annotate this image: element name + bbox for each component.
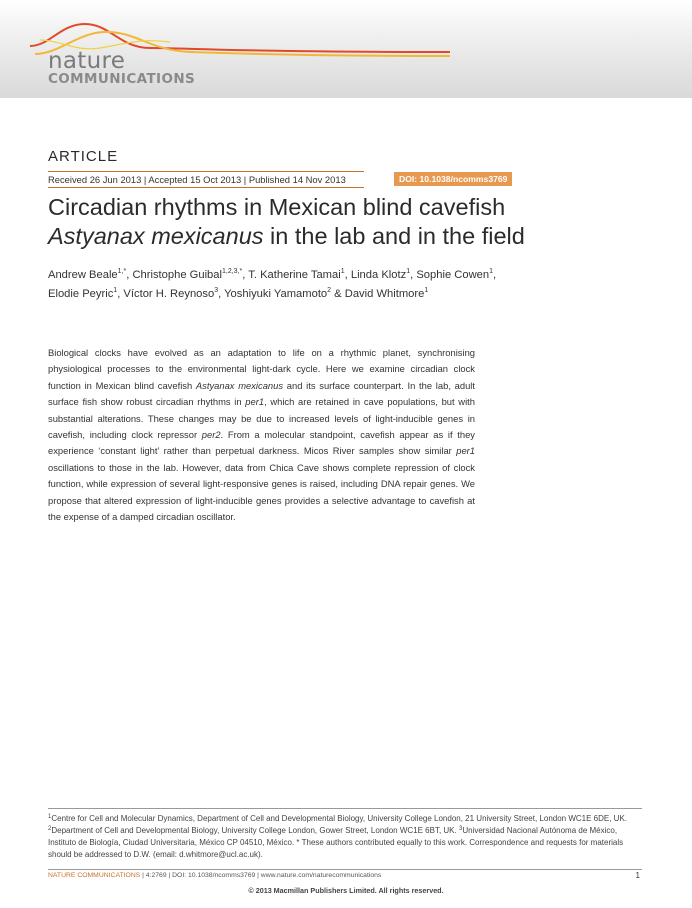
affiliation-3-correspondence: Universidad Nacional Autónoma de México, Instituto de Biología, Ciudad Universitaria, México CP 04510, México. * These authors contributed equally to this work. Correspondence and requests for materials should be addressed to D.W. (email: d.whitmore@ucl.ac.uk). [48,826,624,859]
author-affiliation-marker: 2 [327,286,332,294]
author-name: David Whitmore [344,287,425,300]
author-affiliation-marker: 1,2,3,* [222,268,243,275]
author-affiliation-marker: 1 [489,268,494,275]
author-separator: , [117,287,124,300]
author-affiliation-marker: 1 [424,286,429,294]
footer-citation [48,872,381,879]
abstract [48,345,475,525]
abstract-text: oscillations to those in the lab. However, data from Chica Cave shows complete repression of clock function, while expression of several light-responsive genes is raised, including DNA repair genes. We propose that altered expression of light-inducible genes provides a selective advantage to cavefish at the expense of a damped circadian oscillator. [48,461,475,523]
abstract-text: Biological clocks have evolved as an adaptation to life on a rhythmic planet, synchronising physiological processes to the environmental light-dark cycle. Here we examine circadian clock function in Mexican blind cavefish [48,347,475,391]
author-affiliation-marker: 3 [214,286,219,294]
copyright-notice: © 2013 Macmillan Publishers Limited. All rights reserved. [248,886,444,895]
affil-sup-2: 2 [48,826,52,832]
abstract-italic-term: per1 [456,445,475,457]
publication-dates: Received 26 Jun 2013 | Accepted 15 Oct 2013 | Published 14 Nov 2013 [48,174,346,185]
author-name: Linda Klotz [350,269,407,281]
author-name: Christophe Guibal [132,269,222,281]
author-name: Elodie Peyric [48,287,114,300]
dates-top-rule [48,171,364,172]
footer-rule [48,869,642,870]
author-name: Sophie Cowen [416,269,490,281]
author-separator: , [218,287,225,300]
author-list [48,266,648,303]
author-name: Yoshiyuki Yamamoto [224,287,328,300]
author-separator: , [410,269,417,281]
author-name: T. Katherine Tamai [248,269,341,281]
logo-word-nature: nature [48,48,126,74]
abstract-text: and its surface counterpart. In the lab, adult surface fish show robust circadian rhythms in [48,379,475,408]
affiliation-2: Department of Cell and Developmental Biology, University College London, Gower Street, London WC1E 6BT, UK. [51,826,459,835]
author-affiliation-marker: 1 [406,268,411,275]
author-line-2 [48,285,648,304]
title-line-2-rest: in the lab and in the field [263,223,525,249]
author-separator: & [331,287,345,300]
nature-communications-logo[interactable] [30,18,450,90]
abstract-text: . From a molecular standpoint, cavefish appear as if they experience ‘constant light’ rather than perpetual darkness. Micos River samples show similar [48,429,475,457]
affiliation-1: Centre for Cell and Molecular Dynamics, Department of Cell and Developmental Biology, University College London, 21 University Street, London WC1E 6DE, UK. [51,814,628,823]
page-number: 1 [635,871,640,880]
affil-sup-1: 1 [48,814,52,820]
abstract-italic-term: Astyanax mexicanus [195,379,284,391]
title-line-2 [48,222,648,251]
abstract-italic-term: per1 [245,396,265,408]
author-affiliation-marker: 1,* [117,268,127,275]
affil-sup-3: 3 [458,826,463,832]
author-name: Andrew Beale [48,269,118,281]
footer-citation-text[interactable]: | 4:2769 | DOI: 10.1038/ncomms3769 | www.nature.com/naturecommunications [140,872,382,879]
author-separator: , [242,269,249,281]
author-affiliation-marker: 1 [113,286,118,294]
article-title [48,193,648,251]
author-separator: , [493,269,497,281]
dates-bottom-rule [48,187,364,188]
abstract-italic-term: per2 [201,429,221,441]
author-affiliation-marker: 1 [340,268,345,275]
author-separator: , [126,269,133,281]
author-name: Víctor H. Reynoso [123,287,215,300]
abstract-text: , which are retained in cave populations, but with substantial alterations. These changes may be due to increased levels of light-inducible genes in cavefish, including clock repressor [48,396,475,441]
doi-badge[interactable]: DOI: 10.1038/ncomms3769 [394,172,512,186]
affiliations-rule [48,808,642,809]
author-separator: , [344,269,351,281]
footer-journal-name: NATURE COMMUNICATIONS [48,872,141,879]
logo-word-communications: COMMUNICATIONS [48,71,196,87]
section-label: ARTICLE [48,148,119,165]
title-species-italic: Astyanax mexicanus [48,223,264,249]
affiliations [48,813,642,861]
title-line-1: Circadian rhythms in Mexican blind cavefish [48,194,506,220]
author-line-1 [48,266,648,285]
